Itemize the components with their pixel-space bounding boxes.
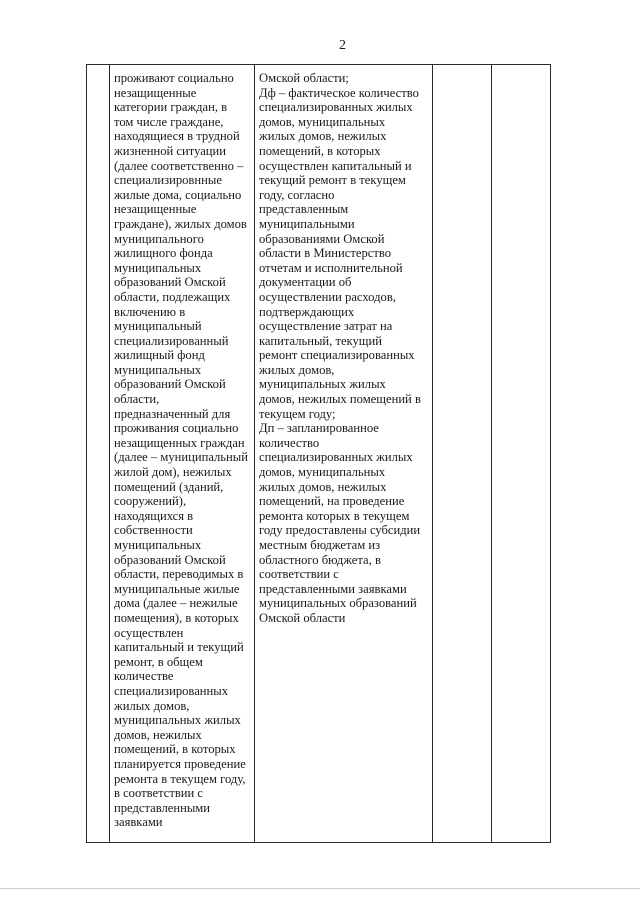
scan-bottom-edge xyxy=(0,888,640,889)
column-divider xyxy=(109,65,110,842)
indicator-table xyxy=(86,64,551,843)
indicator-name-cell: проживают социально незащищенные категории граждан, в том числе граждане, находящиеся в трудной жизненной ситуации (далее соответственно – специализировнные жилые дома, социально незащищенные граждане), жилых домов муниципального жилищного фонда муниципальных образований Омской области, подлежащих включению в муниципальный специализированный жилищный фонд муниципальных образований Омской области, предназначенный для проживания социально незащищенных граждан (далее – муниципальный жилой дом), нежилых помещений (зданий, сооружений), находящихся в собственности муниципальных образований Омской области, переводимых в муниципальные жилые дома (далее – нежилые помещения), в которых осуществлен капитальный и текущий ремонт, в общем количестве специализированных жилых домов, муниципальных жилых домов, нежилых помещений, в которых планируется проведение ремонта в текущем году, в соответствии с представленными заявками xyxy=(114,71,248,830)
page-number: 2 xyxy=(339,38,346,53)
formula-description-cell: Омской области; Дф – фактическое количество специализированных жилых домов, муниципальных жилых домов, нежилых помещений, в которых осуществлен капитальный и текущий ремонт в текущем году, согласно представленным муниципальными образованиями Омской области в Министерство отчетам и исполнительной документации об осуществлении расходов, подтверждающих осуществление затрат на капитальный, текущий ремонт специализированных жилых домов, муниципальных жилых домов, нежилых помещений в текущем году; Дп – запланированное количество специализированных жилых домов, муниципальных жилых домов, нежилых помещений, на проведение ремонта которых в текущем году предоставлены субсидии местным бюджетам из областного бюджета, в соответствии с представленными заявками муниципальных образований Омской области xyxy=(259,71,421,625)
column-divider xyxy=(491,65,492,842)
